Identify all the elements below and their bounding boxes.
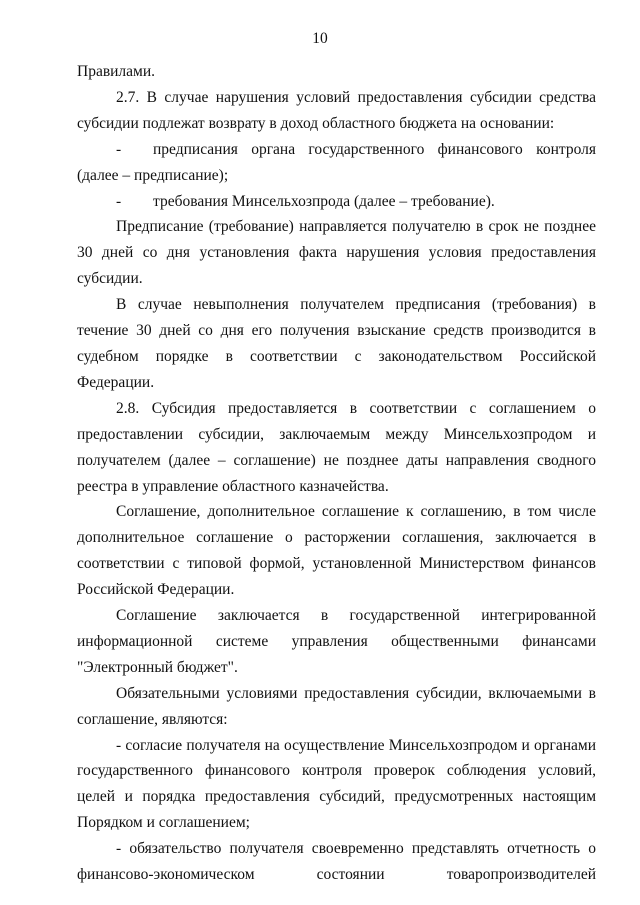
document-body <box>77 59 596 888</box>
list-item-text: требования Минсельхозпрода (далее – требование). <box>153 192 495 210</box>
page-number: 10 <box>312 30 328 47</box>
list-item-text: предписания органа государственного финансового контроля (далее – предписание); <box>77 140 596 184</box>
list-item-requirement <box>77 189 596 215</box>
paragraph-agreement-form: Соглашение, дополнительное соглашение к соглашению, в том числе дополнительное соглашение о расторжении соглашения, заключается в соответствии с типовой формой, установленной Министерством финансов Российской Федерации. <box>77 503 596 599</box>
paragraph-2-7: 2.7. В случае нарушения условий предоставления субсидии средства субсидии подлежат возврату в доход областного бюджета на основании: <box>77 88 596 132</box>
list-dash: - <box>116 192 122 210</box>
paragraph-2-8: 2.8. Субсидия предоставляется в соответствии с соглашением о предоставлении субсидии, заключаемым между Минсельхозпродом и получателем (далее – соглашение) не позднее даты направления сводного реестра в управление областного казначейства. <box>77 399 596 495</box>
list-item-prescription <box>77 137 596 189</box>
paragraph-electronic-budget: Соглашение заключается в государственной интегрированной информационной системе управления общественными финансами "Электронный бюджет". <box>77 607 596 676</box>
paragraph-continuation: Правилами. <box>77 63 156 80</box>
paragraph-reporting-obligation: - обязательство получателя своевременно представлять отчетность о финансово-экономическом состоянии товаропроизводителей <box>77 840 596 884</box>
paragraph-mandatory-conditions: Обязательными условиями предоставления субсидии, включаемыми в соглашение, являются: <box>77 684 596 728</box>
paragraph-consent-condition: - согласие получателя на осуществление Минсельхозпродом и органами государственного финансового контроля проверок соблюдения условий, целей и порядка предоставления субсидий, предусмотренных настоящим Порядком и соглашением; <box>77 736 596 832</box>
list-dash: - <box>116 140 122 158</box>
paragraph-prescription-deadline: Предписание (требование) направляется получателю в срок не позднее 30 дней со дня установления факта нарушения условия предоставления субсидии. <box>77 218 596 288</box>
paragraph-non-fulfillment: В случае невыполнения получателем предписания (требования) в течение 30 дней со дня его получения взыскание средств производится в судебном порядке в соответствии с законодательством Российской Федерации. <box>77 296 596 391</box>
